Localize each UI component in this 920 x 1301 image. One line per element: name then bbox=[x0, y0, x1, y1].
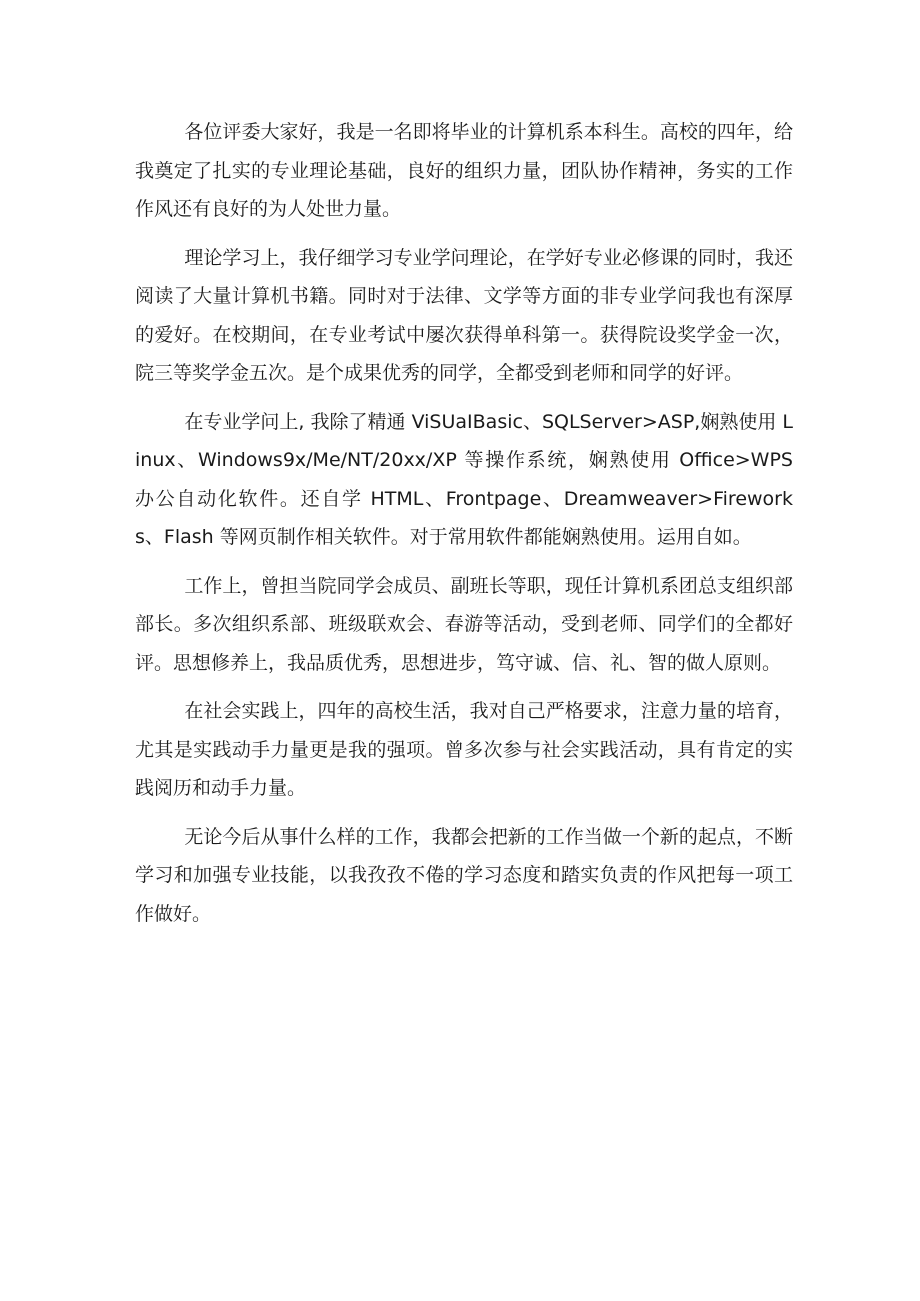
paragraph-introduction: 各位评委大家好，我是一名即将毕业的计算机系本科生。高校的四年，给我奠定了扎实的专业理论基础，良好的组织力量，团队协作精神，务实的工作作风还有良好的为人处世力量。 bbox=[135, 121, 793, 220]
document-body bbox=[135, 113, 793, 933]
paragraph-work-experience: 工作上，曾担当院同学会成员、副班长等职，现任计算机系团总支组织部部长。多次组织系部、班级联欢会、春游等活动，受到老师、同学们的全都好评。思想修养上，我品质优秀，思想进步，笃守诚、信、礼、智的做人原则。 bbox=[135, 574, 793, 674]
paragraph-professional-skills: 在专业学问上, 我除了精通 ViSUaIBasic、SQLServer>ASP,娴熟使用 Linux、Windows9x/Me/NT/20xx/XP 等操作系统，娴熟使用 Office>WPS 办公自动化软件。还自学 HTML、Frontpage、Dreamweaver>Fireworks、Flash 等网页制作相关软件。对于常用软件都能娴熟使用。运用自如。 bbox=[135, 410, 793, 548]
paragraph-conclusion: 无论今后从事什么样的工作，我都会把新的工作当做一个新的起点，不断学习和加强专业技能，以我孜孜不倦的学习态度和踏实负责的作风把每一项工作做好。 bbox=[135, 825, 793, 925]
paragraph-theory-study: 理论学习上，我仔细学习专业学问理论，在学好专业必修课的同时，我还阅读了大量计算机书籍。同时对于法律、文学等方面的非专业学问我也有深厚的爱好。在校期间，在专业考试中屡次获得单科第一。获得院设奖学金一次，院三等奖学金五次。是个成果优秀的同学，全都受到老师和同学的好评。 bbox=[135, 246, 793, 384]
paragraph-social-practice: 在社会实践上，四年的高校生活，我对自己严格要求，注意力量的培育，尤其是实践动手力量更是我的强项。曾多次参与社会实践活动，具有肯定的实践阅历和动手力量。 bbox=[135, 700, 793, 799]
